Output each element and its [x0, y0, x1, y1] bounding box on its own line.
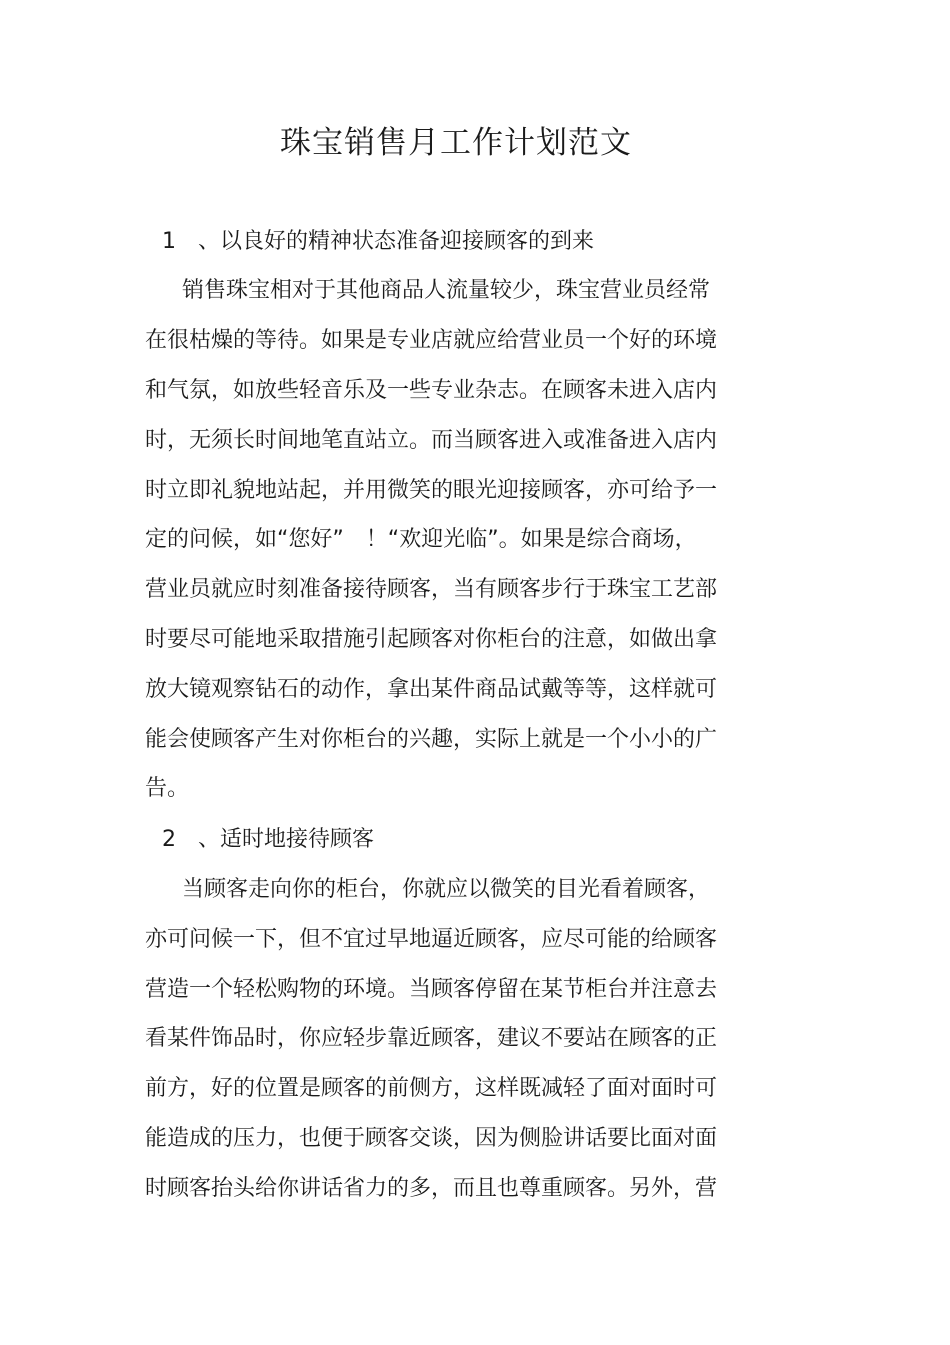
document-title: 珠宝销售月工作计划范文 — [280, 125, 632, 161]
paragraph-line: 定的问候，如“您好” ！“欢迎光临”。如果是综合商场， — [145, 527, 697, 552]
paragraph-line: 时立即礼貌地站起，并用微笑的眼光迎接顾客，亦可给予一 — [145, 478, 718, 503]
section-heading-1: 1 、以良好的精神状态准备迎接顾客的到来 — [162, 229, 594, 254]
paragraph-line: 能造成的压力，也便于顾客交谈，因为侧脸讲话要比面对面 — [145, 1126, 718, 1151]
paragraph-line: 时，无须长时间地笔直站立。而当顾客进入或准备进入店内 — [145, 428, 718, 453]
paragraph-line: 销售珠宝相对于其他商品人流量较少，珠宝营业员经常 — [182, 278, 711, 303]
paragraph-line: 看某件饰品时，你应轻步靠近顾客，建议不要站在顾客的正 — [145, 1026, 718, 1051]
paragraph-line: 放大镜观察钻石的动作，拿出某件商品试戴等等，这样就可 — [145, 677, 718, 702]
paragraph-line: 时要尽可能地采取措施引起顾客对你柜台的注意，如做出拿 — [145, 627, 718, 652]
paragraph-line: 前方，好的位置是顾客的前侧方，这样既减轻了面对面时可 — [145, 1076, 718, 1101]
paragraph-line: 营业员就应时刻准备接待顾客，当有顾客步行于珠宝工艺部 — [145, 577, 718, 602]
paragraph-line: 在很枯燥的等待。如果是专业店就应给营业员一个好的环境 — [145, 328, 718, 353]
paragraph-line: 能会使顾客产生对你柜台的兴趣，实际上就是一个小小的广 — [145, 727, 718, 752]
paragraph-line: 告。 — [145, 776, 190, 801]
paragraph-line: 亦可问候一下，但不宜过早地逼近顾客，应尽可能的给顾客 — [145, 927, 718, 952]
paragraph-line: 和气氛，如放些轻音乐及一些专业杂志。在顾客未进入店内 — [145, 378, 718, 403]
paragraph-line: 当顾客走向你的柜台，你就应以微笑的目光看着顾客， — [182, 877, 711, 902]
paragraph-line: 营造一个轻松购物的环境。当顾客停留在某节柜台并注意去 — [145, 977, 718, 1002]
section-heading-2: 2 、适时地接待顾客 — [162, 827, 374, 852]
paragraph-line: 时顾客抬头给你讲话省力的多，而且也尊重顾客。另外，营 — [145, 1176, 718, 1201]
